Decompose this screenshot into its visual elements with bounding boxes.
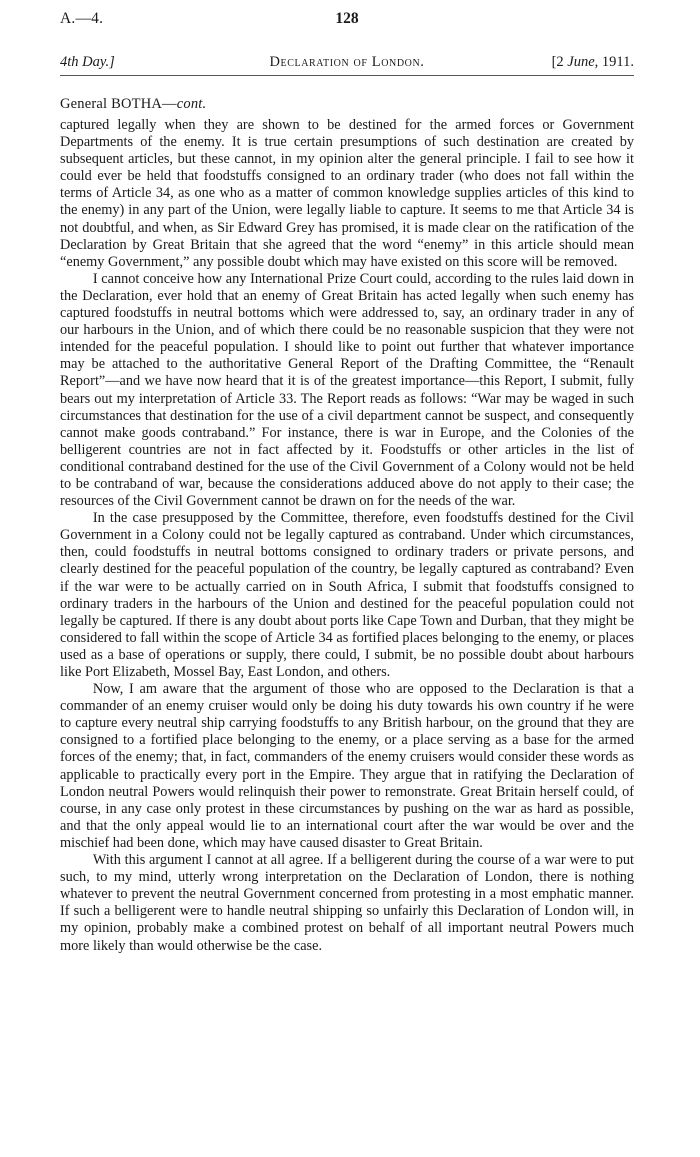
date-suffix: , 1911.	[594, 54, 634, 70]
header-rule	[60, 75, 634, 76]
top-header	[60, 6, 634, 32]
page-number: 128	[335, 10, 359, 27]
speaker-name: General BOTHA—	[60, 96, 177, 112]
section-code: A.—4.	[60, 10, 104, 27]
speaker-heading	[60, 96, 634, 113]
paragraph: I cannot conceive how any International Prize Court could, according to the rules laid down in the Declaration, ever hold that an enemy of Great Britain has acted legally when such enemy has captured foodstuffs in neutral bottoms which were addressed to, say, an ordinary trader in any of our harbours in the Union, and of which there could be no reasonable suspicion that they were not intended for the peaceful population. I should like to point out further that whatever importance may be attached to the authoritative General Report of the Drafting Committee, the “Renault Report”—and we have now heard that it is of the greatest importance—this Report, I submit, fully bears out my interpretation of Article 33. The Report reads as follows: “War may be waged in such circumstances that destination for the use of a civil department cannot be suspect, and consequently cannot make goods contraband.” For instance, there is war in Europe, and the Colonies of the belligerent countries are not in fact affected by it. Foodstuffs or other articles in the list of conditional contraband destined for the use of the Civil Government of a Colony would not be held to be contraband of war, because the considerations adduced above do not apply to their case; the resources of the Civil Government cannot be drawn on for the needs of the war.	[60, 270, 634, 510]
document-body	[60, 117, 634, 955]
paragraph: Now, I am aware that the argument of those who are opposed to the Declaration is that a commander of an enemy cruiser would only be doing his duty towards his own country if he were to capture every neutral ship carrying foodstuffs to any British harbour, on the ground that they are consigned to a fortified place belonging to the enemy, or a place serving as a base for the armed forces of the enemy; that, in fact, commanders of the enemy cruisers would consider these words as applicable to practically every port in the Empire. They argue that in ratifying the Declaration of London neutral Powers would relinquish their power to remonstrate. Great Britain herself could, of course, in any case only protest in these circumstances by pushing on the war as hard as possible, and that the only appeal would lie to an international court after the war would be over and the mischief had been done, which may have caused disaster to Great Britain.	[60, 681, 634, 851]
paragraph: In the case presupposed by the Committee, therefore, even foodstuffs destined for the Civil Government in a Colony could not be legally captured as contraband. Under which circumstances, then, could foodstuffs in neutral bottoms consigned to ordinary traders or private persons, and clearly destined for the peaceful population of the country, be legally captured as contraband? Even if the war were to be actually carried on in South Africa, I submit that foodstuffs consigned to ordinary traders in the harbours of the Union and destined for the peaceful population could not legally be captured. If there is any doubt about ports like Cape Town and Durban, that they might be considered to fall within the scope of Article 34 as fortified places belonging to the enemy, or places used as a base of operations or supply, there could, I submit, be no possible doubt about harbours like Port Elizabeth, Mossel Bay, East London, and others.	[60, 510, 634, 680]
paragraph: With this argument I cannot at all agree. If a belligerent during the course of a war were to put such, to my mind, utterly wrong interpretation on the Declaration of London, there is nothing whatever to prevent the neutral Government concerned from protesting in a most emphatic manner. If such a belligerent were to handle neutral shipping so unfairly this Declaration of London will, in my opinion, probably make a combined protest on behalf of all important neutral Powers much more likely than would otherwise be the case.	[60, 852, 634, 954]
paragraph: captured legally when they are shown to be destined for the armed forces or Government Departments of the enemy. It is true certain presumptions of such destination are created by subsequent articles, but these cannot, in my opinion alter the general principle. I fail to see how it could ever be held that foodstuffs consigned to an ordinary trader (who does not fall within the terms of Article 34, as one who as a matter of common knowledge supplies articles of this kind to the enemy) in any part of the Union, were legally liable to capture. It seems to me that Article 34 is not doubtful, and when, as Sir Edward Grey has promised, it is made clear on the ratification of the Declaration by Great Britain that she agreed that the word “enemy” in this article should mean “enemy Government,” any possible doubt which may have existed on this score will be removed.	[60, 117, 634, 270]
date-month: June	[567, 54, 595, 70]
running-head-title: Declaration of London.	[269, 54, 425, 70]
running-head-day: 4th Day.]	[60, 54, 115, 70]
date-prefix: [2	[551, 54, 568, 70]
running-head-date	[552, 54, 634, 71]
document-page	[60, 6, 634, 955]
running-head	[60, 54, 634, 82]
speaker-cont: cont.	[176, 96, 207, 112]
